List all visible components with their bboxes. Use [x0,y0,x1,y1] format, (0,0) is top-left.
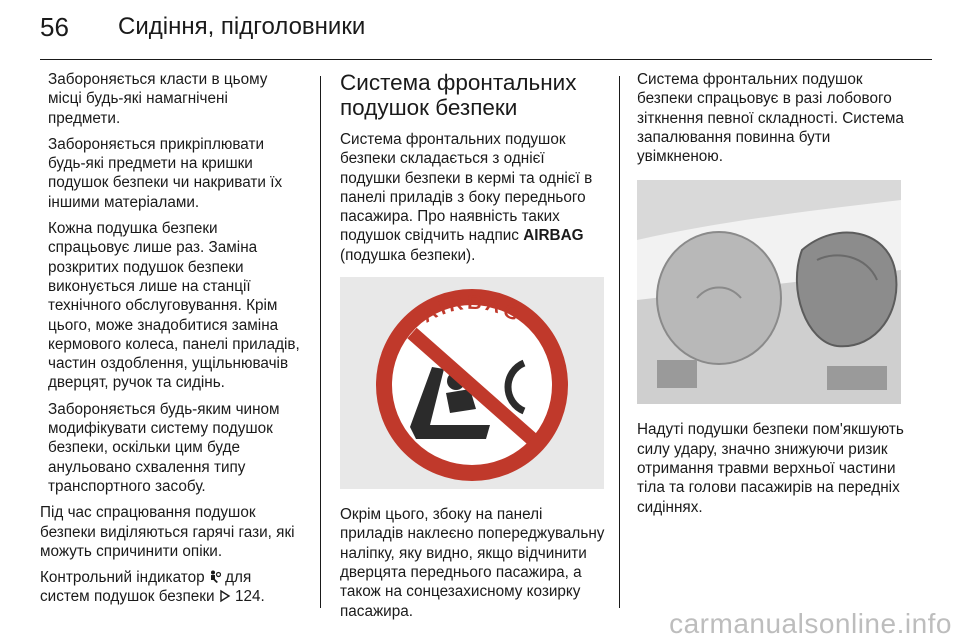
page-reference-icon [219,589,231,603]
airbag-warning-figure [340,277,604,489]
paragraph-magnetic-items: Забороняється класти в цьому місці будь-які намагнічені предмети. [48,71,268,127]
column-1 [40,70,302,614]
paragraph-system-intro [340,130,608,265]
deployed-airbags-image [637,180,901,404]
paragraph-hot-gases: Під час спрацювання подушок безпеки виділяються гарячі гази, які можуть спричинити опіки. [40,504,295,560]
paragraph-modification: Забороняється будь-яким чином модифікувати систему подушок безпеки, оскільки цим буде анульовано схвалення типу транспортного засобу. [48,400,280,495]
airbag-marking: AIRBAG [523,227,584,245]
page-title: Сидіння, підголовники [118,13,366,40]
airbag-warning-sign-icon [340,277,604,489]
section-heading: Система фронтальних подушок безпеки [340,70,577,120]
airbag-sign-label: AIRBAG [418,291,526,328]
column-2 [340,70,608,628]
airbag-indicator-icon [209,570,221,584]
paragraph-covers: Забороняється прикріплювати будь-які предмети на кришки подушок безпеки чи накривати їх іншими матеріалами. [48,135,283,211]
column-divider-2 [619,76,620,608]
column-3 [637,70,907,524]
intro-text-b: (подушка безпеки). [340,246,476,264]
indicator-text-c: 124. [230,588,265,606]
indicator-text-b: для систем подушок безпеки [40,569,252,606]
indicator-text-a: Контрольний індикатор [40,569,209,587]
column-divider-1 [320,76,321,608]
header-rule [40,59,932,60]
page-number: 56 [40,12,69,42]
deployed-airbags-photo [637,180,901,404]
watermark: carmanualsonline.info [669,608,952,639]
paragraph-inflated-airbags: Надуті подушки безпеки пом'якшують силу удару, значно знижуючи ризик отримання травми верхньої частини тіла та голови пасажирів на передніх сидіннях. [637,421,904,516]
paragraph-deployment: Система фронтальних подушок безпеки спрацьовує в разі лобового зіткнення певної складності. Система запалювання повинна бути увімкненою. [637,71,904,166]
paragraph-single-use: Кожна подушка безпеки спрацьовує лише раз. Заміна розкритих подушок безпеки виконується лише на станції технічного обслуговування. Крім цього, може знадобитися заміна кермового колеса, панелі приладів, частин оздоблення, ущільнювачів дверцят, ручок та сидінь. [48,220,300,392]
paragraph-indicator [40,568,302,607]
paragraph-warning-label: Окрім цього, збоку на панелі приладів наклеєно попереджувальну наліпку, яку видно, якщо відчинити дверцята переднього пасажира, а також на сонцезахисному козирку пасажира. [340,506,605,620]
intro-text-a: Система фронтальних подушок безпеки складається з однієї подушки безпеки в кермі та однієї в панелі приладів з боку переднього пасажира. Про наявність таких подушок свідчить надпис [340,131,593,245]
